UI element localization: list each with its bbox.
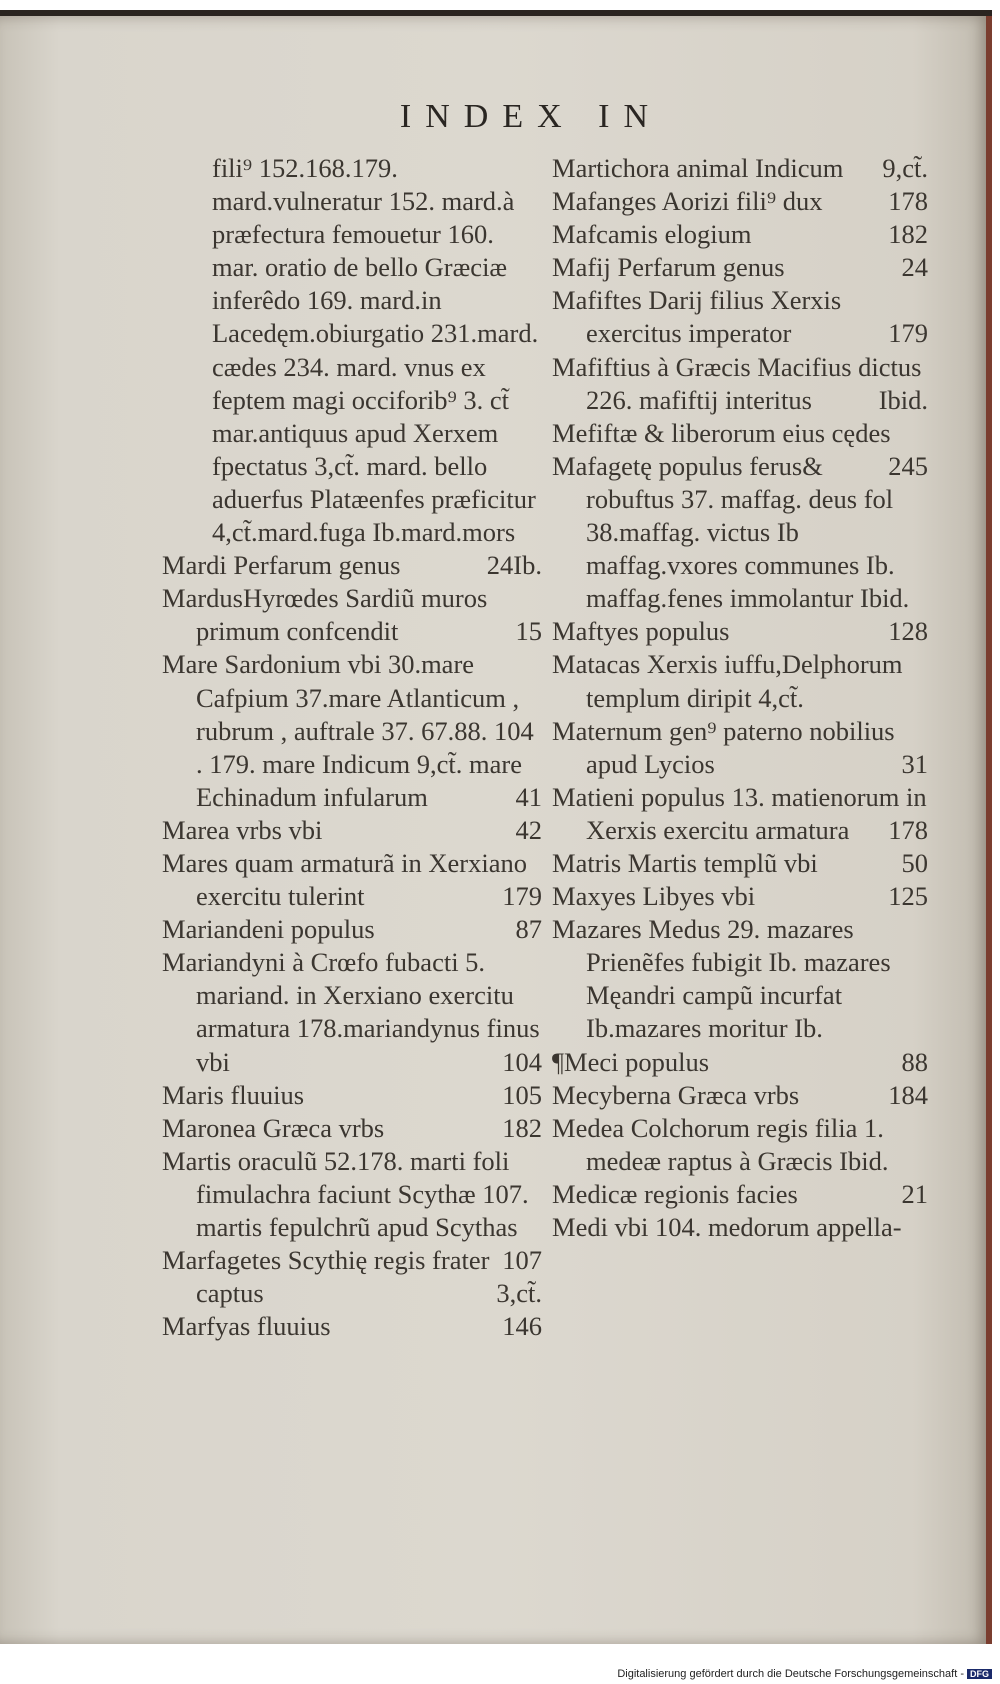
entry-text: MardusHyrœdes Sardiũ muros primum confcendit [162, 583, 488, 647]
index-entry [552, 880, 928, 913]
entry-text: Matacas Xerxis iuffu,Delphorum templum diripit 4,ct̃. [552, 649, 903, 713]
entry-text: Marea vrbs vbi [162, 814, 323, 845]
entry-text: Mare Sardonium vbi 30.mare Cafpium 37.mare Atlanticum , rubrum , auftrale 37. 67.88. 104 . 179. mare Indicum 9,ct̃. mare Echinadum infularum [162, 649, 534, 812]
entry-page-ref: 41 [515, 781, 542, 812]
index-entry [552, 847, 928, 880]
index-entry [552, 1046, 928, 1079]
entry-page-ref: 42 [515, 814, 542, 845]
entry-text: Medi vbi 104. medorum appella- [552, 1212, 902, 1242]
entry-text: Maronea Græca vrbs [162, 1112, 385, 1143]
entry-page-ref: Ibid. [878, 384, 928, 415]
entry-page-ref: 178 [888, 814, 928, 845]
entry-page-ref: 245 [888, 450, 928, 481]
entry-page-ref: 125 [888, 881, 928, 912]
entry-page-ref: 87 [515, 914, 542, 945]
entry-text: Martichora animal Indicum [552, 153, 844, 183]
entry-text: Matris Martis templũ vbi [552, 847, 818, 878]
index-entry [552, 1211, 928, 1244]
entry-page-ref: 31 [901, 748, 928, 779]
index-entry [552, 152, 928, 185]
index-entry [552, 1079, 928, 1112]
page-header: INDEX IN [399, 98, 663, 135]
entry-text: Mafanges Aorizi fili⁹ dux [552, 186, 823, 217]
entry-text: Maxyes Libyes vbi [552, 881, 756, 912]
index-entry [162, 1310, 542, 1343]
entry-page-ref: 21 [901, 1178, 928, 1209]
digitization-credit [617, 1668, 992, 1680]
index-entry [162, 648, 542, 813]
dfg-logo: DFG [967, 1669, 992, 1679]
entry-text: Mafiftes Darij filius Xerxis exercitus imperator [552, 285, 842, 349]
entry-text: ¶Meci populus [552, 1046, 710, 1077]
credit-text: Digitalisierung gefördert durch die Deutsche Forschungsgemeinschaft - [617, 1668, 964, 1680]
book-page [0, 10, 992, 1644]
index-entry [552, 284, 928, 350]
entry-page-ref: 182 [888, 219, 928, 250]
page-edge [986, 16, 992, 1644]
index-entry [552, 615, 928, 648]
entry-page-ref: 146 [502, 1311, 542, 1342]
entry-text: Mariandeni populus [162, 914, 375, 945]
entry-text: Maternum gen⁹ paterno nobilius apud Lycios [552, 715, 895, 779]
entry-text: Mariandyni à Crœfo fubacti 5. mariand. in Xerxiano exercitu armatura 178.mariandynus finus vbi [162, 947, 540, 1077]
index-entry [552, 185, 928, 218]
entry-text: Mardi Perfarum genus [162, 550, 401, 581]
index-entry [162, 582, 542, 648]
entry-text: Medea Colchorum regis filia 1. medeæ raptus à Græcis Ibid. [552, 1112, 889, 1176]
entry-text: Marfagetes Scythię regis frater captus [162, 1245, 490, 1309]
entry-page-ref: 184 [888, 1079, 928, 1110]
index-entry [162, 549, 542, 582]
index-entry [162, 814, 542, 847]
entry-text: Mafiftius à Græcis Macifius dictus 226. mafiftij interitus [552, 351, 922, 415]
entry-page-ref: 179 [502, 881, 542, 912]
entry-text: Maris fluuius [162, 1079, 305, 1110]
index-entry [162, 847, 542, 913]
entry-page-ref: 24 [901, 252, 928, 283]
index-entry [552, 648, 928, 714]
entry-page-ref: 105 [502, 1079, 542, 1110]
entry-text: Mafij Perfarum genus [552, 252, 785, 283]
index-entry [162, 1079, 542, 1112]
index-entry [552, 417, 928, 481]
entry-page-ref: 50 [901, 847, 928, 878]
entry-text: Mecyberna Græca vrbs [552, 1079, 800, 1110]
entry-page-ref: 88 [901, 1046, 928, 1077]
index-entry [552, 715, 928, 781]
index-entry [552, 1178, 928, 1211]
entry-text: fili⁹ 152.168.179. mard.vulneratur 152. mard.à præfectura femouetur 160. mar. oratio de bello Græciæ inferêdo 169. mard.in Lacedęm.obiurgatio 231.mard. cædes 234. mard. vnus ex feptem magi occiforib⁹ 3. ct̃ mar.antiquus apud Xerxem fpectatus 3,ct̃. mard. bello aduerfus Platæenfes præficitur 4,ct̃.mard.fuga Ib.mard.mors [212, 153, 539, 548]
entry-page-ref: 178 [888, 186, 928, 217]
entry-page-ref: 24 [486, 550, 514, 581]
index-entry [162, 1112, 542, 1145]
entry-page-ref: 15 [515, 616, 542, 647]
index-column-left [162, 152, 542, 1343]
entry-text: Maftyes populus [552, 616, 730, 647]
entry-text: Marfyas fluuius [162, 1311, 331, 1342]
index-entry [552, 781, 928, 847]
entry-page-ref: 179 [888, 318, 928, 349]
index-entry [162, 1244, 542, 1310]
index-column-right [552, 152, 928, 1244]
entry-text: Mafcamis elogium [552, 219, 752, 250]
entry-page-ref: Ib. [513, 550, 542, 581]
index-entry [162, 1145, 542, 1276]
entry-page-ref: 104 [502, 1046, 542, 1077]
entry-page-ref: 128 [888, 616, 928, 647]
entry-text: Matieni populus 13. matienorum in Xerxis exercitu armatura [552, 781, 927, 845]
entry-page-ref: 182 [502, 1112, 542, 1143]
index-entry [162, 913, 542, 946]
entry-text: Mazares Medus 29. mazares Prienẽfes fubigit Ib. mazares Męandri campũ incurfat Ib.mazares moritur Ib. [552, 914, 891, 1044]
index-entry [552, 251, 928, 284]
index-entry [552, 1112, 928, 1178]
index-entry [162, 946, 542, 1078]
entry-text: Mefiftæ & liberorum eius cędes [552, 417, 891, 448]
index-entry [552, 913, 928, 1045]
entry-page-ref: 3,ct̃. [496, 1278, 542, 1309]
index-entry [552, 351, 928, 417]
entry-page-ref: 9,ct̃. [882, 153, 928, 183]
entry-page-ref: 107 [502, 1245, 542, 1276]
index-entry [552, 218, 928, 251]
entry-text: Medicæ regionis facies [552, 1178, 798, 1209]
entry-text: Mafagetę populus ferus& robuftus 37. maffag. deus fol 38.maffag. victus Ib maffag.vxores communes Ib. maffag.fenes immolantur Ibid. [552, 450, 910, 614]
entry-text: Martis oraculũ 52.178. marti foli fimulachra faciunt Scythæ 107. martis fepulchrũ apud Scythas [162, 1145, 529, 1242]
index-entry [552, 450, 928, 615]
entry-text: Mares quam armaturã in Xerxiano exercitu tulerint [162, 847, 527, 912]
